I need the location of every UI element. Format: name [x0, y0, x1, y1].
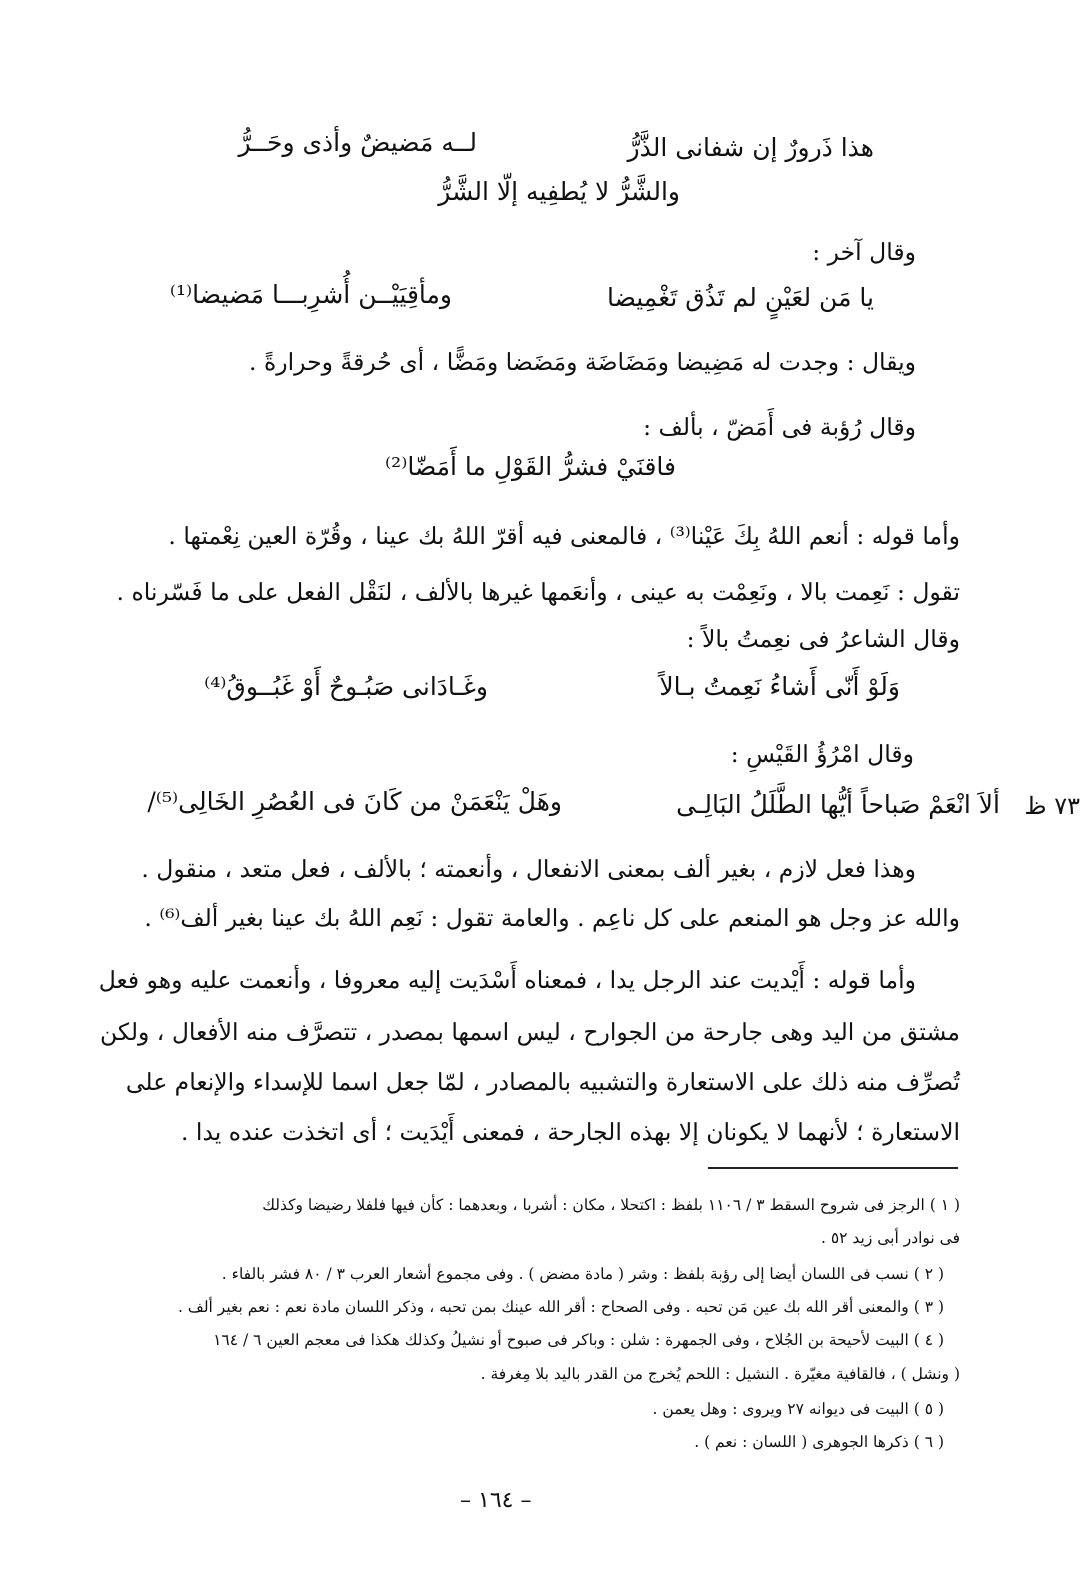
footnote-4-line-1: ( ٤ ) البيت لأحيحة بن الجُلاح ، وفى الجمهرة : شلن : وباكر فى صبوح أو نشيلُ وكذلك هكذا فى معجم العين ٦ / ١٦٤	[213, 1331, 944, 1349]
verse-2-first-hemistich: يا مَن لعَيْنٍ لم تَذُق تَغْمِيضا	[606, 283, 874, 312]
intro-quote-2: وقال آخر :	[812, 238, 916, 266]
intro-quote-5: وقال امْرُؤُ القَيْسِ :	[730, 740, 914, 768]
verse-2-second-hemistich: ومأقِيَيْــن أُشرِبـــا مَضيضا⁽¹⁾	[169, 280, 452, 309]
verse-1-first-hemistich: هذا ذَرورٌ إن شفانى الذَّرُّ	[627, 133, 874, 162]
paragraph-anam-line-2: تقول : نَعِمت بالا ، ونَعِمْت به عينى ، وأنعَمها غيرها بالألف ، لنَقْل الفعل على ما فَسّرناه .	[116, 578, 960, 606]
paragraph-aydayt-line-1: وأما قوله : أَيْديت عند الرجل يدا ، فمعناه أَسْدَيت إليه معروفا ، وأنعمت عليه وهو فعل	[98, 966, 916, 994]
intro-quote-3: وقال رُؤبة فى أَمَضّ ، بألف :	[643, 413, 916, 441]
verse-1-second-hemistich: لــه مَضيضٌ وأذى وحَــرُّ	[238, 128, 477, 157]
footnote-6: ( ٦ ) ذكرها الجوهرى ( اللسان : نعم ) .	[694, 1433, 944, 1451]
footnote-1-line-1: ( ١ ) الرجز فى شروح السقط ٣ / ١١٠٦ بلفظ : اكتحلا ، مكان : أشربا ، وبعدهما : كأن فيها فلفلا رضيضا وكذلك	[262, 1196, 960, 1214]
verse-4-first-hemistich: وَلَوْ أَنّى أَشاءُ نَعِمتُ بـالاً	[659, 672, 900, 701]
paragraph-anam-line-3: وقال الشاعرُ فى نعِمتُ بالاً :	[686, 625, 960, 653]
footnote-separator	[708, 1167, 958, 1169]
paragraph-aydayt-line-4: الاستعارة ؛ لأنهما لا يكونان إلا بهذه الجارحة ، فمعنى أَيْدَيت ؛ أى اتخذت عنده يدا .	[180, 1118, 960, 1146]
footnote-2: ( ٢ ) نسب فى اللسان أيضا إلى رؤبة بلفظ : وشر ( مادة مضض ) . وفى مجموع أشعار العرب ٣ / ٨٠ فشر بالفاء .	[221, 1265, 944, 1283]
paragraph-anam-line-1: وأما قوله : أنعم اللهُ بِكَ عَيْنا⁽³⁾ ، فالمعنى فيه أقرّ اللهُ بك عينا ، وقُرّة العين نِعْمتها .	[168, 522, 960, 550]
page-number: – ١٦٤ –	[460, 1488, 532, 1513]
verse-5-second-hemistich: وهَلْ يَنْعَمَنْ من كَانَ فى العُصُرِ الخَالِى⁽⁵⁾/	[147, 787, 562, 816]
margin-folio-marker: ٧٣ ظ	[1024, 792, 1080, 820]
footnote-4-line-2: ( ونشل ) ، فالقافية مغيّرة . النشيل : اللحم يُخرج من القدر باليد بلا مِغرفة .	[480, 1365, 960, 1383]
footnote-1-line-2: فى نوادر أبى زيد ٥٢ .	[820, 1229, 960, 1247]
paragraph-intransitive-line-2: والله عز وجل هو المنعم على كل ناعِم . والعامة تقول : نَعِم اللهُ بك عينا بغير ألف⁽⁶⁾ .	[144, 904, 960, 932]
verse-3: فاقنَيْ فشرُّ القَوْلِ ما أَمَضّا⁽²⁾	[385, 452, 676, 481]
footnote-5: ( ٥ ) البيت فى ديوانه ٢٧ ويروى : وهل يعمن .	[652, 1400, 944, 1418]
verse-1-line-2: والشَّرُّ لا يُطفِيه إلّا الشَّرُّ	[438, 177, 680, 206]
paragraph-intransitive-line-1: وهذا فعل لازم ، بغير ألف بمعنى الانفعال ، وأنعمته ؛ بالألف ، فعل متعد ، منقول .	[141, 855, 916, 883]
footnote-3: ( ٣ ) والمعنى أقر الله بك عين مَن تحبه . وفى الصحاح : أقر الله عينك بمن تحبه ، وذكر اللسان مادة نعم : نعم بغير ألف .	[177, 1298, 944, 1316]
verse-5-first-hemistich: ألاَ انْعَمْ صَباحاً أيُّها الطَّلَلُ البَالِـى	[676, 790, 1000, 819]
paragraph-aydayt-line-2: مشتق من اليد وهى جارحة من الجوارح ، ليس اسمها بمصدر ، تتصرَّف منه الأفعال ، ولكن	[99, 1018, 960, 1046]
paragraph-madid: ويقال : وجدت له مَضِيضا ومَضَاضَة ومَضَضا ومَضًّا ، أى حُرقةً وحرارةً .	[249, 348, 916, 376]
verse-4-second-hemistich: وغَـادَانى صَبُـوحٌ أَوْ غَبُــوقُ⁽⁴⁾	[204, 672, 488, 701]
paragraph-aydayt-line-3: تُصرِّف منه ذلك على الاستعارة والتشبيه بالمصادر ، لمّا جعل اسما للإسداء والإنعام على	[125, 1068, 960, 1096]
